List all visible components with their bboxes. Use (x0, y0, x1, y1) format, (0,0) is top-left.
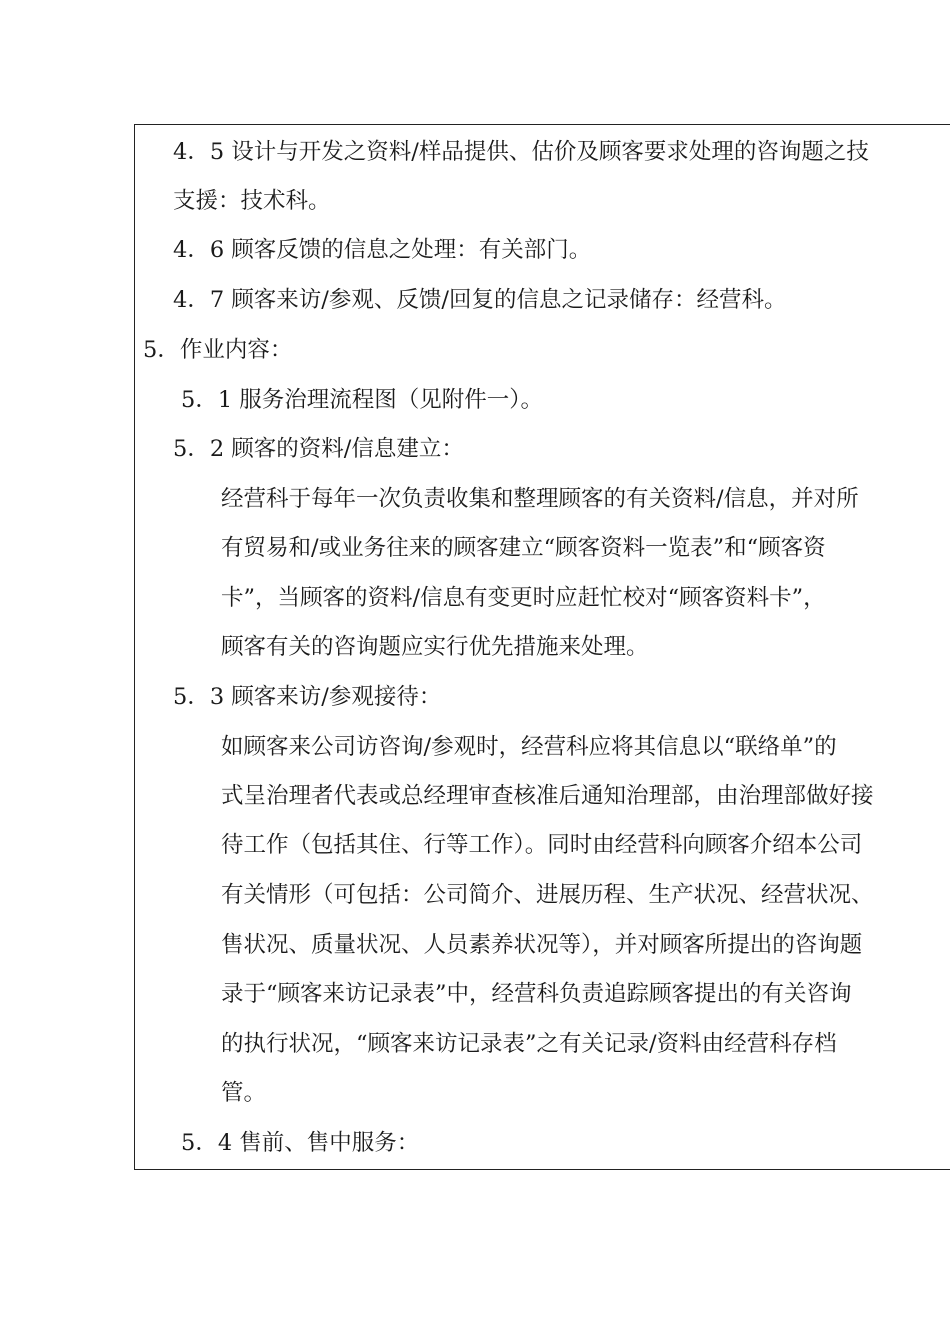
item-5-2-heading: 5．2 顾客的资料/信息建立： (173, 436, 464, 462)
item-5-3-text-line: 的执行状况，“顾客来访记录表”之有关记录/资料由经营科存档 (221, 1031, 837, 1057)
item-5-3-text-line: 录于“顾客来访记录表”中，经营科负责追踪顾客提出的有关咨询 (221, 981, 852, 1007)
item-4-5-line-1: 4．5 设计与开发之资料/样品提供、估价及顾客要求处理的咨询题之技 (173, 139, 869, 165)
item-5-1: 5．1 服务治理流程图（见附件一）。 (181, 387, 544, 413)
item-5-2-text-line: 有贸易和/或业务往来的顾客建立“顾客资料一览表”和“顾客资 (221, 535, 826, 561)
item-5-2-text-line: 经营科于每年一次负责收集和整理顾客的有关资料/信息，并对所 (221, 486, 859, 512)
item-5-3-text-line: 待工作（包括其住、行等工作）。同时由经营科向顾客介绍本公司 (221, 832, 863, 858)
item-5-2-text-line: 顾客有关的咨询题应实行优先措施来处理。 (221, 634, 649, 660)
item-4-6: 4．6 顾客反馈的信息之处理：有关部门。 (173, 237, 592, 263)
item-5-3-heading: 5．3 顾客来访/参观接待： (173, 684, 442, 710)
item-5-4-heading: 5．4 售前、售中服务： (181, 1130, 420, 1156)
item-4-7: 4．7 顾客来访/参观、反馈/回复的信息之记录储存：经营科。 (173, 287, 787, 313)
item-4-5-line-2: 支援：技术科。 (173, 188, 331, 214)
section-5-heading: 5．作业内容： (143, 337, 293, 363)
item-5-3-text-line: 式呈治理者代表或总经理审查核准后通知治理部，由治理部做好接 (221, 783, 874, 809)
item-5-2-text-line: 卡”，当顾客的资料/信息有变更时应赶忙校对“顾客资料卡”， (221, 585, 826, 611)
item-5-3-text-line: 售状况、质量状况、人员素养状况等），并对顾客所提出的咨询题 (221, 932, 863, 958)
item-5-3-text-line: 有关情形（可包括：公司简介、进展历程、生产状况、经营状况、 (221, 882, 874, 908)
item-5-3-text-line: 如顾客来公司访咨询/参观时，经营科应将其信息以“联络单”的 (221, 734, 837, 760)
item-5-3-text-line: 管。 (221, 1080, 267, 1106)
